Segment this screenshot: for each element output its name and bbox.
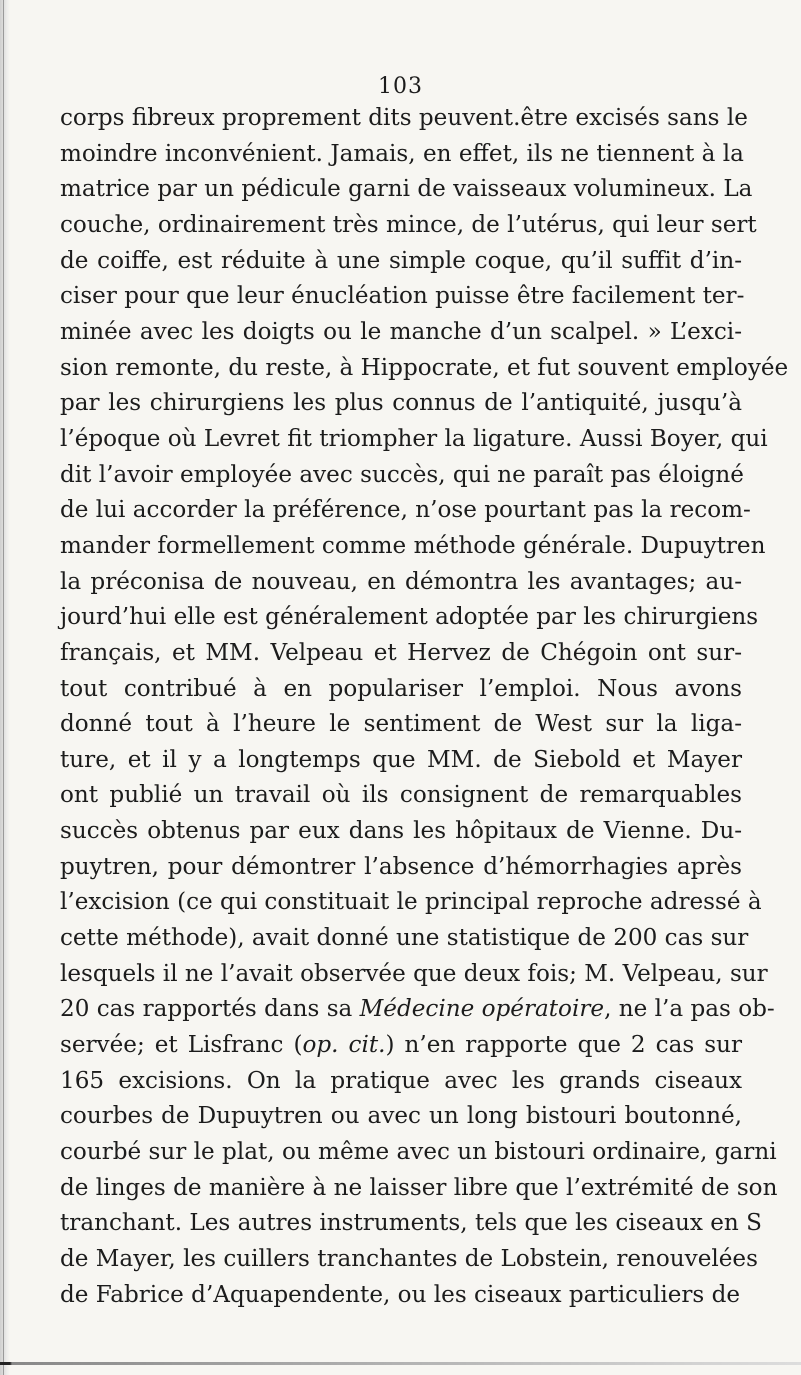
text-line: français, et MM. Velpeau et Hervez de Chégoin ont sur- [60,639,742,666]
text-line: de Mayer, les cuillers tranchantes de Lobstein, renouvelées [60,1246,758,1272]
text-line: moindre inconvénient. Jamais, en effet, ils ne tiennent à la [60,140,744,167]
text-line: courbes de Dupuytren ou avec un long bistouri boutonné, [60,1103,742,1130]
text-line: lesquels il ne l’avait observée que deux fois; M. Velpeau, sur [60,960,768,987]
text-line: donné tout à l’heure le sentiment de West sur la liga- [60,711,742,738]
text-line: de lui accorder la préférence, n’ose pourtant pas la recom- [60,497,751,524]
scan-gutter-shadow [0,0,10,1375]
text-line: couche, ordinairement très mince, de l’utérus, qui leur sert [60,211,757,238]
body-text [60,101,789,1313]
book-title-italic: Médecine opératoire [359,996,605,1023]
text-line: mander formellement comme méthode générale. Dupuytren [60,532,766,559]
text-line: l’époque où Levret fit triompher la ligature. Aussi Boyer, qui [60,425,768,452]
text-line: corps fibreux proprement dits peuvent.être excisés sans le [60,105,748,131]
text-line: succès obtenus par eux dans les hôpitaux de Vienne. Du- [60,818,742,845]
text-line: cette méthode), avait donné une statistique de 200 cas sur [60,925,749,952]
text-line: puytren, pour démontrer l’absence d’hémorrhagies après [60,853,742,880]
text-line [60,1028,742,1064]
text-line: sion remonte, du reste, à Hippocrate, et fut souvent employée [60,354,789,381]
text-line: dit l’avoir employée avec succès, qui ne paraît pas éloigné [60,461,744,488]
text-line [60,992,775,1028]
text-line: l’excision (ce qui constituait le principal reproche adressé à [60,889,762,916]
scan-gutter-line [3,0,4,1375]
text-run: ) n’en rapporte que 2 cas sur [385,1032,742,1059]
text-line: par les chirurgiens les plus connus de l’antiquité, jusqu’à [60,390,742,417]
page-number: 103 [378,74,423,99]
text-line: ont publié un travail où ils consignent de remarquables [60,782,742,809]
text-line: tout contribué à en populariser l’emploi. Nous avons [60,675,742,702]
text-line: la préconisa de nouveau, en démontra les avantages; au- [60,568,742,595]
scan-bottom-edge [0,1362,801,1365]
text-line: ciser pour que leur énucléation puisse être facilement ter- [60,283,745,310]
text-line: jourd’hui elle est généralement adoptée par les chirurgiens [60,604,759,631]
text-line: ture, et il y a longtemps que MM. de Siebold et Mayer [60,746,742,773]
text-line: courbé sur le plat, ou même avec un bistouri ordinaire, garni [60,1139,777,1166]
text-run: , ne l’a pas ob- [604,996,775,1023]
citation-italic: op. cit. [302,1032,386,1059]
text-line: de linges de manière à ne laisser libre que l’extrémité de son [60,1174,778,1201]
text-line: minée avec les doigts ou le manche d’un scalpel. » L’exci- [60,318,742,345]
text-run: servée; et Lisfranc ( [60,1032,303,1059]
text-line: de coiffe, est réduite à une simple coque, qu’il suffit d’in- [60,247,742,274]
text-line: tranchant. Les autres instruments, tels que les ciseaux en S [60,1210,762,1237]
text-run: 20 cas rapportés dans sa [60,996,360,1023]
text-line: 165 excisions. On la pratique avec les grands ciseaux [60,1067,742,1094]
text-line: de Fabrice d’Aquapendente, ou les ciseaux particuliers de [60,1281,741,1308]
text-line: matrice par un pédicule garni de vaisseaux volumineux. La [60,176,753,203]
